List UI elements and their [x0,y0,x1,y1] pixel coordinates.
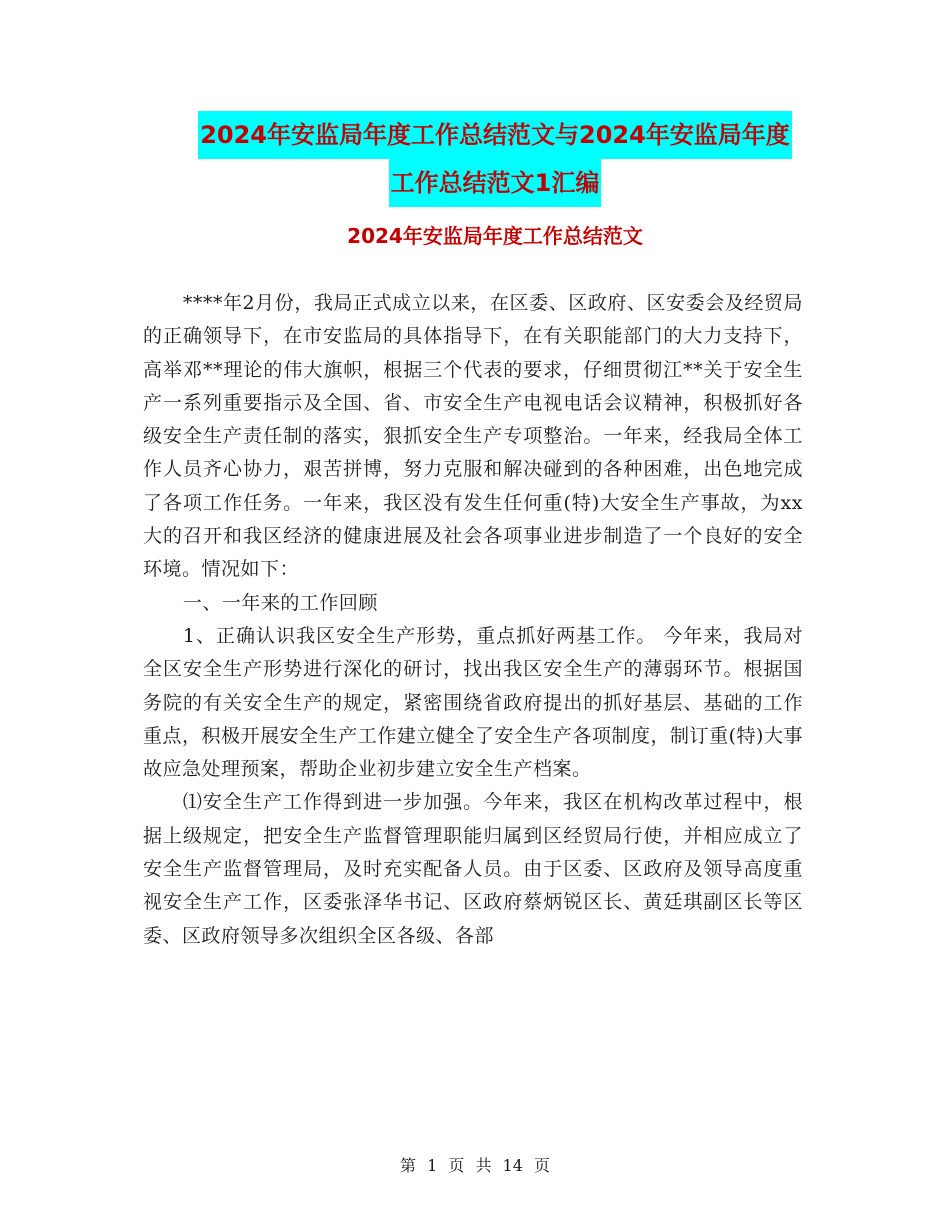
page-footer: 第 1 页 共 14 页 [400,1156,550,1175]
paragraph-subpoint-1: ⑴安全生产工作得到进一步加强。今年来，我区在机构改革过程中，根据上级规定，把安全生产监督管理职能归属到区经贸局行使，并相应成立了安全生产监督管理局，及时充实配备人员。由于区委、区政府及领导高度重视安全生产工作，区委张泽华书记、区政府蔡炳锐区长、黄廷琪副区长等区委、区政府领导多次组织全区各级、各部 [143,791,803,947]
paragraph-intro: ****年2月份，我局正式成立以来，在区委、区政府、区安委会及经贸局的正确领导下，在市安监局的具体指导下，在有关职能部门的大力支持下，高举邓**理论的伟大旗帜，根据三个代表的要求，仔细贯彻江**关于安全生产一系列重要指示及全国、省、市安全生产电视电话会议精神，积极抓好各级安全生产责任制的落实，狠抓安全生产专项整治。一年来，经我局全体工作人员齐心协力，艰苦拼博，努力克服和解决碰到的各种困难，出色地完成了各项工作任务。一年来，我区没有发生任何重(特)大安全生产事故，为xx大的召开和我区经济的健康进展及社会各项事业进步制造了一个良好的安全环境。情况如下： [143,292,803,581]
document-title-line-2: 工作总结范文1汇编 [389,159,602,207]
paragraph-heading-review: 一、一年来的工作回顾 [182,591,378,614]
document-title [140,111,850,207]
document-title-line-1: 2024年安监局年度工作总结范文与2024年安监局年度 [198,111,792,159]
paragraph-point-1: 1、正确认识我区安全生产形势，重点抓好两基工作。 今年来，我局对全区安全生产形势进行深化的研讨，找出我区安全生产的薄弱环节。根据国务院的有关安全生产的规定，紧密围绕省政府提出的抓好基层、基础的工作重点，积极开展安全生产工作建立健全了安全生产各项制度，制订重(特)大事故应急处理预案，帮助企业初步建立安全生产档案。 [143,624,803,781]
document-body [143,287,803,953]
section-title: 2024年安监局年度工作总结范文 [347,224,643,248]
